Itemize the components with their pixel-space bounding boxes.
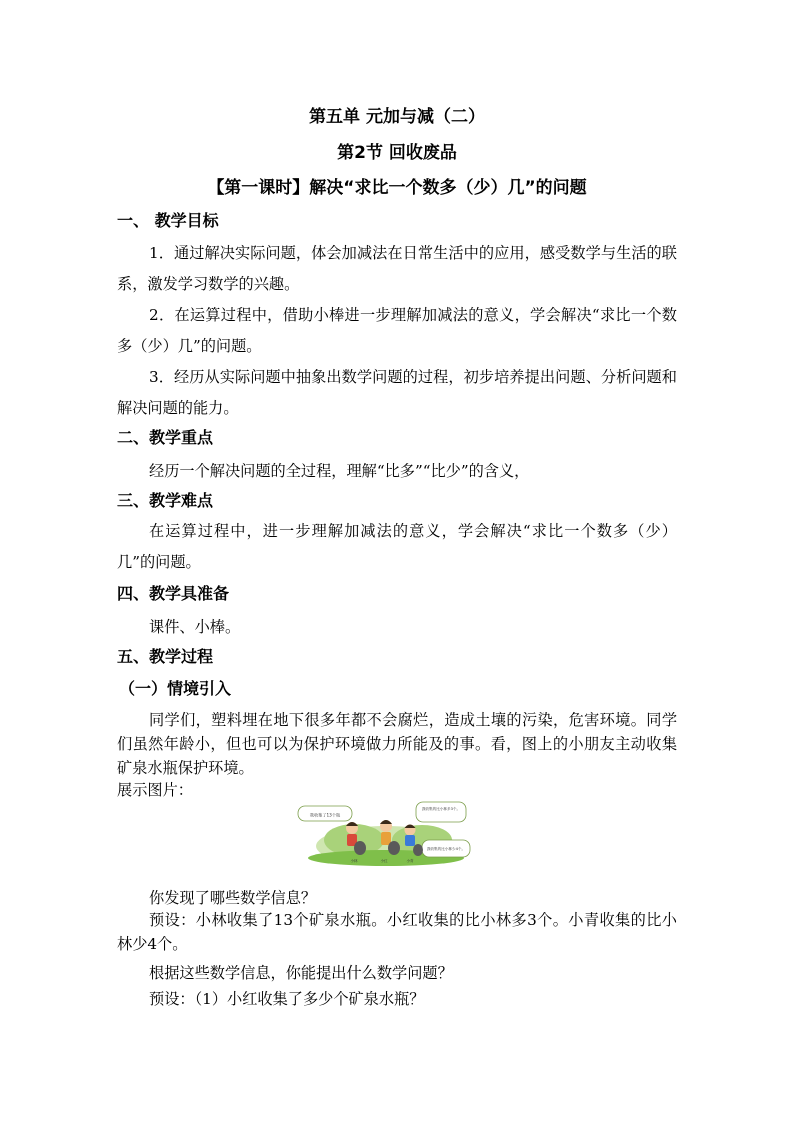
- goal-item-1: 1．通过解决实际问题，体会加减法在日常生活中的应用，感受数学与生活的联系，激发学习数学的兴趣。: [117, 244, 677, 293]
- section-title: 第2节 回收废品: [337, 143, 457, 163]
- bubble-bottom-right-text: 我收集的比小林少4个。: [426, 847, 466, 851]
- question-2: 根据这些数学信息，你能提出什么数学问题？: [149, 964, 453, 982]
- difficulties-heading: 三、教学难点: [117, 491, 214, 510]
- key-points-text: 经历一个解决问题的全过程，理解“比多”“比少”的含义，: [149, 462, 530, 480]
- name-label-1: 小林: [350, 859, 358, 863]
- goal-item-2: 2．在运算过程中，借助小棒进一步理解加减法的意义，学会解决“求比一个数多（少）几”的问题。: [117, 306, 677, 355]
- difficulties-text: 在运算过程中，进一步理解加减法的意义，学会解决“求比一个数多（少）几”的问题。: [117, 522, 677, 571]
- intro-subheading: （一）情境引入: [119, 679, 232, 698]
- bubble-top-right-text: 我收集的比小林多3个。: [421, 807, 461, 811]
- name-label-2: 小红: [380, 859, 388, 863]
- intro-paragraph: 同学们，塑料埋在地下很多年都不会腐烂，造成土壤的污染，危害环境。同学们虽然年龄小，但也可以为保护环境做力所能及的事。看，图上的小朋友主动收集矿泉水瓶保护环境。: [117, 711, 677, 777]
- key-points-heading: 二、教学重点: [117, 428, 214, 447]
- show-picture-label: 展示图片：: [117, 781, 193, 799]
- unit-title: 第五单 元加与减（二）: [309, 107, 485, 127]
- lesson-title: 【第一课时】解决“求比一个数多（少）几”的问题: [207, 178, 587, 198]
- goals-heading: 一、 教学目标: [117, 211, 219, 230]
- answer-1: 预设：小林收集了13个矿泉水瓶。小红收集的比小林多3个。小青收集的比小林少4个。: [117, 911, 677, 953]
- goal-item-3: 3．经历从实际问题中抽象出数学问题的过程，初步培养提出问题、分析问题和解决问题的能力。: [117, 368, 677, 417]
- bubble-left-text: 我收集了13个瓶: [309, 812, 341, 818]
- answer-2: 预设：（1）小红收集了多少个矿泉水瓶？: [149, 990, 425, 1008]
- process-heading: 五、教学过程: [117, 647, 214, 666]
- kids-collecting-bottles-illustration: [294, 800, 474, 868]
- materials-heading: 四、教学具准备: [117, 584, 230, 603]
- question-1: 你发现了哪些数学信息？: [149, 889, 317, 907]
- materials-text: 课件、小棒。: [149, 618, 241, 636]
- name-label-3: 小青: [406, 859, 414, 863]
